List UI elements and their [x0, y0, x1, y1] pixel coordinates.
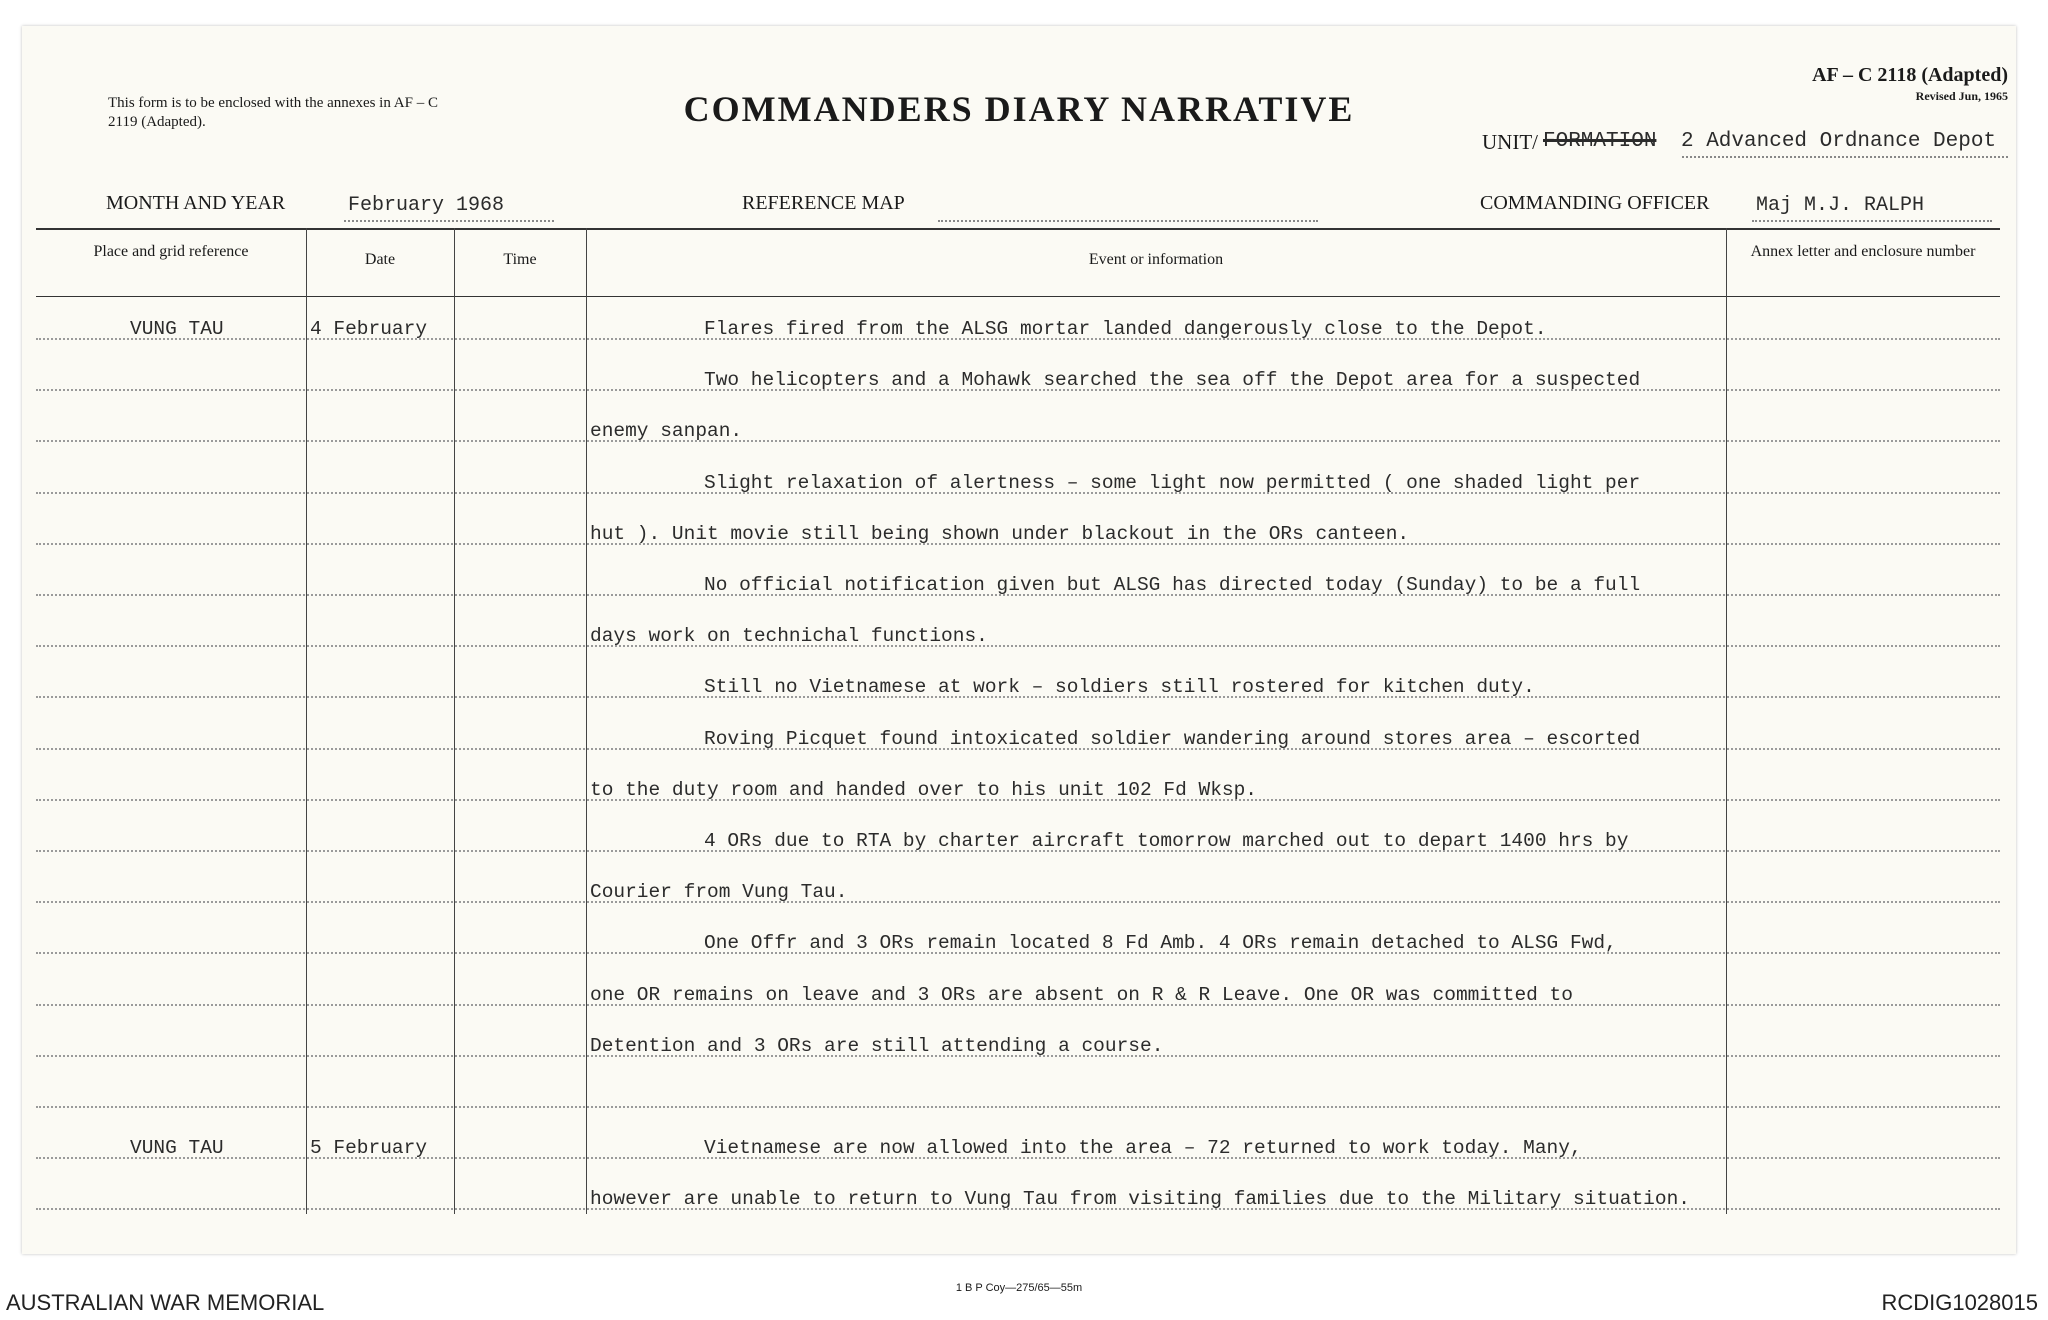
print-code: 1 B P Coy—275/65—55m	[955, 1282, 1083, 1294]
column-header-event: Event or information	[1088, 251, 1224, 268]
reference-map-dotted-line	[938, 220, 1318, 222]
entry-text: 4 ORs due to RTA by charter aircraft tomorrow marched out to depart 1400 hrs by	[704, 830, 1629, 852]
entry-place: VUNG TAU	[130, 318, 224, 340]
row-dotted-line	[36, 645, 2000, 647]
entry-text: Two helicopters and a Mohawk searched the sea off the Depot area for a suspected	[704, 369, 1641, 392]
unit-label: UNIT/	[1482, 130, 1538, 154]
diary-form-sheet	[22, 26, 2016, 1294]
commanding-officer-dotted-line	[1752, 220, 1992, 222]
form-title: COMMANDERS DIARY NARRATIVE	[683, 89, 1355, 129]
entry-text: days work on technichal functions.	[590, 625, 988, 648]
entry-text: Detention and 3 ORs are still attending a course.	[590, 1034, 1164, 1057]
column-divider-date	[306, 228, 307, 1214]
row-dotted-line	[36, 440, 2000, 442]
reference-map-label: REFERENCE MAP	[742, 192, 905, 214]
watermark-right: RCDIG1028015	[1881, 1290, 2038, 1315]
entry-text: Flares fired from the ALSG mortar landed dangerously close to the Depot.	[704, 318, 1547, 340]
entry-date: 5 February	[310, 1137, 428, 1160]
form-code: AF – C 2118 (Adapted)	[1812, 64, 2008, 86]
column-header-place: Place and grid reference	[93, 243, 249, 260]
entry-place: VUNG TAU	[130, 1137, 224, 1160]
revised-date: Revised Jun, 1965	[1915, 89, 2008, 103]
watermark-left: AUSTRALIAN WAR MEMORIAL	[6, 1290, 325, 1315]
unit-value: 2 Advanced Ordnance Depot	[1681, 130, 1997, 153]
entry-text: Still no Vietnamese at work – soldiers still rostered for kitchen duty.	[704, 676, 1535, 699]
column-divider-time	[454, 228, 455, 1214]
row-dotted-line	[36, 1106, 2000, 1108]
entry-text: Slight relaxation of alertness – some light now permitted ( one shaded light per	[704, 471, 1641, 494]
entry-text: however are unable to return to Vung Tau from visiting families due to the Military situation.	[590, 1188, 1690, 1211]
unit-dotted-line	[1682, 156, 2008, 158]
month-year-label: MONTH AND YEAR	[106, 192, 286, 214]
enclosure-note: This form is to be enclosed with the annexes in AF – C 2119 (Adapted).	[108, 95, 438, 130]
commanding-officer-value: Maj M.J. RALPH	[1756, 194, 1925, 217]
entry-text: hut ). Unit movie still being shown under blackout in the ORs canteen.	[590, 522, 1410, 545]
entry-text: Roving Picquet found intoxicated soldier wandering around stores area – escorted	[704, 727, 1641, 750]
row-dotted-line	[36, 901, 2000, 903]
entry-text: enemy sanpan.	[590, 420, 743, 443]
column-header-annex: Annex letter and enclosure number	[1750, 243, 1976, 260]
table-header-rule	[36, 296, 2000, 297]
column-header-date: Date	[364, 251, 396, 268]
entry-text: No official notification given but ALSG has directed today (Sunday) to be a full	[704, 574, 1641, 596]
entry-text: one OR remains on leave and 3 ORs are absent on R & R Leave. One OR was committed to	[590, 983, 1573, 1006]
table-top-rule	[36, 228, 2000, 230]
column-header-time: Time	[503, 251, 537, 268]
entry-text: One Offr and 3 ORs remain located 8 Fd Amb. 4 ORs remain detached to ALSG Fwd,	[704, 932, 1617, 955]
column-divider-event	[586, 228, 587, 1214]
entry-date: 4 February	[310, 318, 428, 340]
month-year-value: February 1968	[348, 194, 505, 217]
commanding-officer-label: COMMANDING OFFICER	[1480, 192, 1710, 214]
entry-text: Vietnamese are now allowed into the area – 72 returned to work today. Many,	[704, 1137, 1582, 1160]
entry-text: to the duty room and handed over to his unit 102 Fd Wksp.	[590, 778, 1258, 801]
month-year-dotted-line	[344, 220, 554, 222]
column-divider-annex	[1726, 228, 1727, 1214]
unit-struck-text: FORMATION	[1543, 130, 1657, 153]
entry-text: Courier from Vung Tau.	[590, 881, 848, 904]
